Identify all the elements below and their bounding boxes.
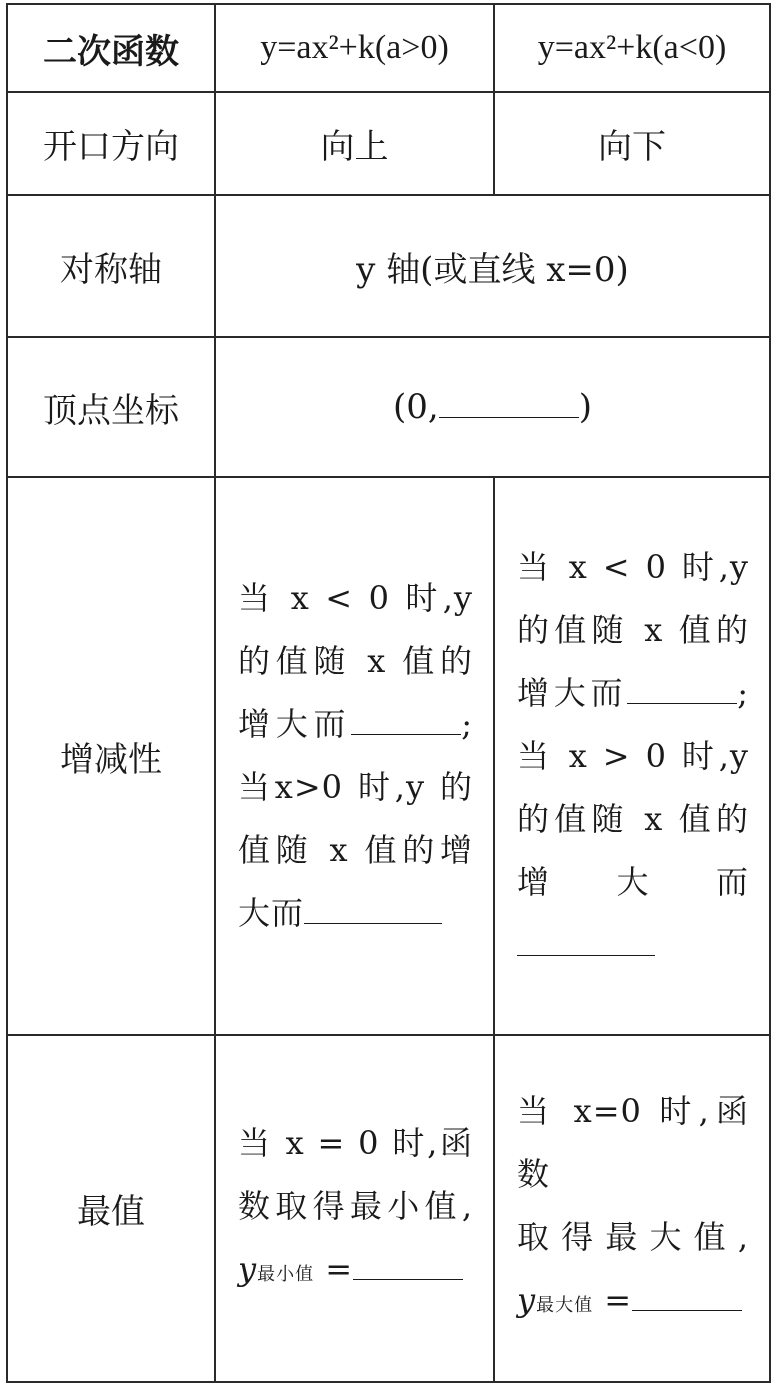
vertex-label: 顶点坐标 [7, 337, 215, 477]
mono-pos-blank-1[interactable] [351, 704, 461, 735]
mono-pos-line-5: 值随 x 值的增 [238, 831, 473, 869]
quadratic-function-table [6, 3, 771, 1383]
mono-pos-text-3: 增大而 [238, 705, 352, 743]
mono-neg-blank-2[interactable] [517, 925, 655, 956]
ext-neg-line-3 [517, 1269, 749, 1337]
mono-neg-text-6: 增大而 [517, 862, 749, 901]
mono-pos-line-3 [238, 693, 473, 756]
mono-neg-line-1: 当 x < 0 时,y [517, 547, 749, 586]
monotonic-negative [494, 477, 770, 1035]
vertex-row [7, 337, 770, 477]
axis-value: y 轴(或直线 x=0) [215, 195, 770, 337]
mono-pos-text-6: 大而 [238, 894, 305, 932]
opening-row [7, 92, 770, 195]
ext-neg-eq: = [604, 1281, 633, 1319]
ext-neg-line-1: 当 x=0 时,函数 [517, 1092, 749, 1193]
mono-neg-text-3: 增大而 [517, 673, 628, 712]
mono-neg-semicolon: ; [737, 673, 749, 712]
formula-negative-text: y=ax²+k(a<0) [537, 29, 727, 66]
ext-pos-subscript: 最小值 [257, 1263, 315, 1285]
extreme-negative [494, 1035, 770, 1382]
extreme-row [7, 1035, 770, 1382]
ext-neg-subscript: 最大值 [536, 1295, 594, 1316]
mono-pos-line-4: 当x>0 时,y 的 [238, 768, 473, 806]
mono-pos-line-2: 的值随 x 值的 [238, 642, 473, 680]
ext-neg-blank[interactable] [632, 1280, 742, 1311]
mono-neg-line-6 [517, 851, 749, 977]
ext-neg-y: y [517, 1281, 537, 1319]
mono-neg-line-5: 的值随 x 值的 [517, 799, 749, 838]
header-formula-negative [494, 4, 770, 92]
extreme-negative-text [495, 1080, 769, 1337]
vertex-close: ) [578, 387, 592, 427]
ext-pos-eq: = [325, 1249, 354, 1288]
monotonic-row [7, 477, 770, 1035]
mono-neg-blank-1[interactable] [627, 673, 737, 704]
ext-pos-line-3 [238, 1238, 473, 1306]
ext-neg-line-2: 取得最大值, [517, 1218, 749, 1256]
monotonic-positive-text [216, 567, 493, 945]
mono-pos-semicolon: ; [461, 705, 473, 743]
axis-row [7, 195, 770, 337]
mono-pos-line-1: 当 x < 0 时,y [238, 579, 473, 617]
mono-neg-line-3 [517, 662, 749, 725]
ext-pos-y: y [238, 1249, 258, 1288]
mono-neg-line-2: 的值随 x 值的 [517, 610, 749, 649]
mono-neg-line-4: 当 x > 0 时,y [517, 736, 749, 775]
header-formula-positive [215, 4, 494, 92]
ext-pos-line-2: 数取得最小值, [238, 1186, 473, 1225]
opening-positive: 向上 [215, 92, 494, 195]
monotonic-negative-text [495, 536, 769, 977]
vertex-open: (0, [393, 387, 439, 427]
monotonic-positive [215, 477, 494, 1035]
mono-pos-blank-2[interactable] [304, 893, 442, 924]
axis-label: 对称轴 [7, 195, 215, 337]
header-row [7, 4, 770, 92]
formula-positive-text: y=ax²+k(a>0) [260, 29, 449, 66]
mono-pos-line-6 [238, 882, 473, 945]
monotonic-label: 增减性 [7, 477, 215, 1035]
header-label: 二次函数 [7, 4, 215, 92]
extreme-positive-text [216, 1112, 493, 1306]
extreme-positive [215, 1035, 494, 1382]
extreme-label: 最值 [7, 1035, 215, 1382]
opening-negative: 向下 [494, 92, 770, 195]
ext-pos-blank[interactable] [353, 1249, 463, 1280]
opening-label: 开口方向 [7, 92, 215, 195]
vertex-blank[interactable] [439, 387, 579, 418]
vertex-value [215, 337, 770, 477]
ext-pos-line-1: 当 x = 0 时,函 [238, 1123, 473, 1162]
